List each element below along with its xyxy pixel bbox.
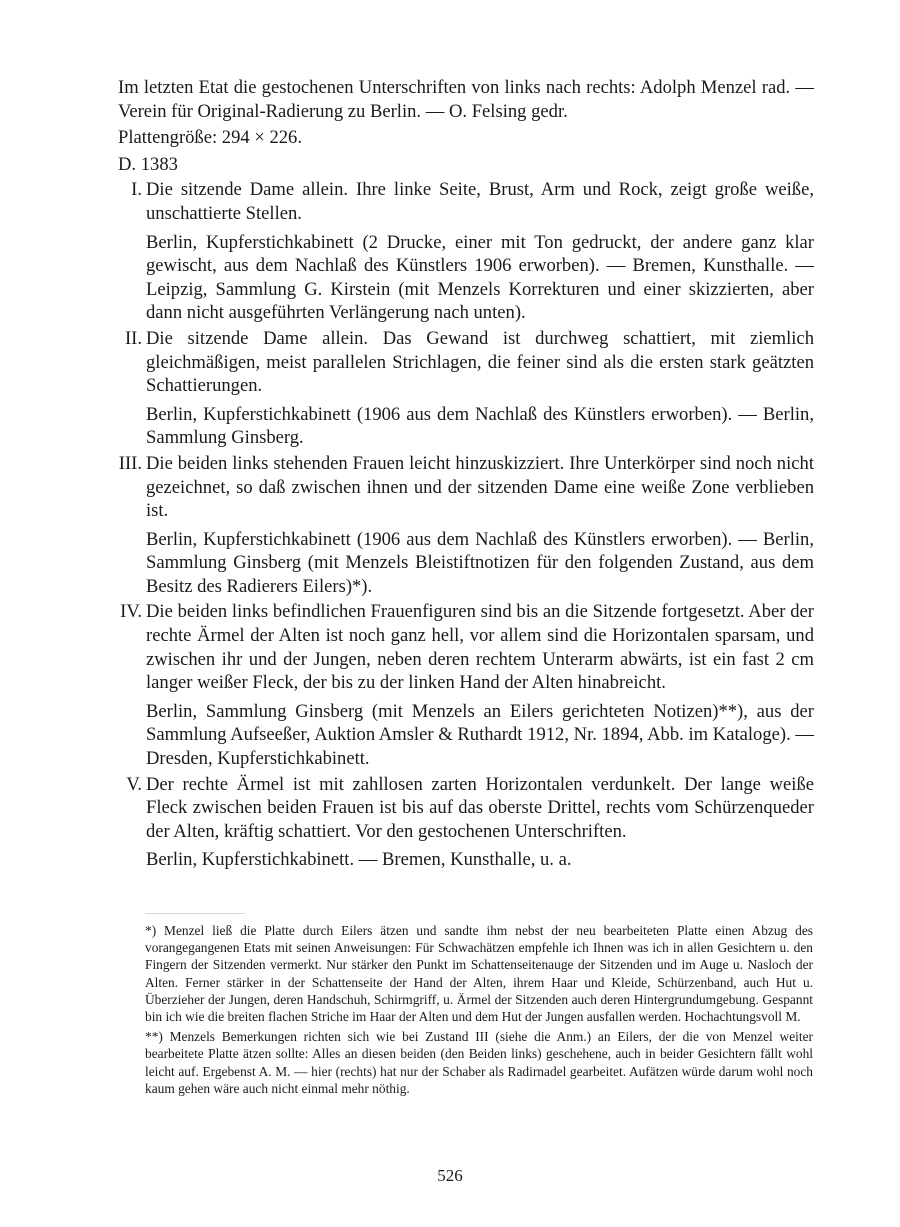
plate-size: Plattengröße: 294 × 226. xyxy=(118,127,303,149)
state-numeral: IV. xyxy=(120,601,142,623)
footnote: **) Menzels Bemerkungen richten sich wie bei Zustand III (siehe die Anm.) an Eilers, der die von Menzel weiter bearbeitete Platte ätzen sollte: Alles an diesen beiden (den Beiden links) geschehene, auch in beider Gesichtern fällt wohl leicht auf. Ergebenst A. M. — hier (rechts) hat nur der Schaber als Radirnadel gearbeitet. Aufätzen würde darum wohl noch kaum gehen wäre auch nicht einmal mehr nöthig. xyxy=(145,1029,813,1096)
footnotes xyxy=(145,922,813,1100)
footnote-divider xyxy=(145,913,245,914)
main-text xyxy=(118,76,814,872)
state-holdings: Berlin, Kupferstichkabinett (1906 aus dem Nachlaß des Künstlers erworben). — Berlin, Sammlung Ginsberg. xyxy=(146,403,814,449)
state-numeral: II. xyxy=(124,327,142,349)
footnote: *) Menzel ließ die Platte durch Eilers ätzen und sandte ihm nebst der neu bearbeiteten Platte einen Abzug des vorangegangenen Etats mit seinen Anweisungen: Für Schwachätzen empfehle ich Ihnen was ich in allen Gesichtern u. den Fingern der Sitzenden vermerkt. Nur stärker den Punkt im Schattenseitenauge der Sitzenden und im Auge u. Nasloch der Alten. Ferner stärker in der Schattenseite der Hand der Alten, ihrem Haar und Kleide, Schürzenband, auch Hut u. Überzieher der Jungen, deren Handschuh, Schirmgriff, u. Ärmel der Sitzenden auch deren Hintergrundumgebung. Gespannt bin ich wie die breiten flachen Striche im Haar der Alten und dem Hut der Jungen ausfallen werden. Hochachtungsvoll M. xyxy=(145,923,813,1025)
state-holdings: Berlin, Sammlung Ginsberg (mit Menzels an Eilers gerichteten Notizen)**), aus der Sammlung Aufseeßer, Auktion Amsler & Ruthardt 1912, Nr. 1894, Abb. im Kataloge). — Dresden, Kupferstichkabinett. xyxy=(146,700,814,770)
state-entry xyxy=(118,452,814,523)
state-holdings: Berlin, Kupferstichkabinett (2 Drucke, einer mit Ton gedruckt, der andere ganz klar gewischt, aus dem Nachlaß des Künstlers 1906 erworben). — Bremen, Kunsthalle. — Leipzig, Sammlung G. Kirstein (mit Menzels Korrekturen und einer skizzierten, aber dann nicht ausgeführten Verlängerung nach unten). xyxy=(146,231,814,324)
state-numeral: III. xyxy=(118,452,142,474)
state-numeral: V. xyxy=(126,773,142,795)
state-entry xyxy=(118,600,814,694)
state-holdings: Berlin, Kupferstichkabinett. — Bremen, Kunsthalle, u. a. xyxy=(146,849,572,871)
state-entry xyxy=(118,773,814,844)
state-description: Die sitzende Dame allein. Ihre linke Seite, Brust, Arm und Rock, zeigt große weiße, unschattierte Stellen. xyxy=(146,179,814,224)
catalogue-number: D. 1383 xyxy=(118,153,178,175)
state-description: Die beiden links befindlichen Frauenfiguren sind bis an die Sitzende fortgesetzt. Aber der rechte Ärmel der Alten ist noch ganz hell, vor allem sind die Horizontalen sparsam, und zwischen ihr und der Jungen, neben deren rechtem Unterarm abwärts, ist ein fast 2 cm langer weißer Fleck, der bis zu der linken Hand der Alten hinabreicht. xyxy=(146,601,814,694)
state-entry xyxy=(118,178,814,225)
state-numeral: I. xyxy=(131,179,142,201)
state-holdings: Berlin, Kupferstichkabinett (1906 aus dem Nachlaß des Künstlers erworben). — Berlin, Sammlung Ginsberg (mit Menzels Bleistiftnotizen für den folgenden Zustand, aus dem Besitz des Radierers Eilers)*). xyxy=(146,528,814,597)
state-description: Die sitzende Dame allein. Das Gewand ist durchweg schattiert, mit ziemlich gleichmäßigen, meist parallelen Strichlagen, die feiner sind als die ersten stark geätzten Schattierungen. xyxy=(146,327,814,397)
state-entry xyxy=(118,327,814,398)
state-description: Die beiden links stehenden Frauen leicht hinzuskizziert. Ihre Unterkörper sind noch nicht gezeichnet, so daß zwischen ihnen und der sitzenden Dame eine weiße Zone verblieben ist. xyxy=(146,452,814,522)
state-description: Der rechte Ärmel ist mit zahllosen zarten Horizontalen verdunkelt. Der lange weiße Fleck zwischen beiden Frauen ist bis auf das oberste Drittel, rechts vom Schürzenqueder der Alten, kräftig schattiert. Vor den gestochenen Unterschriften. xyxy=(146,773,814,842)
page-number: 526 xyxy=(437,1166,463,1185)
inscription-paragraph: Im letzten Etat die gestochenen Unterschriften von links nach rechts: Adolph Menzel rad. — Verein für Original-Radierung zu Berlin. — O. Felsing gedr. xyxy=(118,77,814,122)
